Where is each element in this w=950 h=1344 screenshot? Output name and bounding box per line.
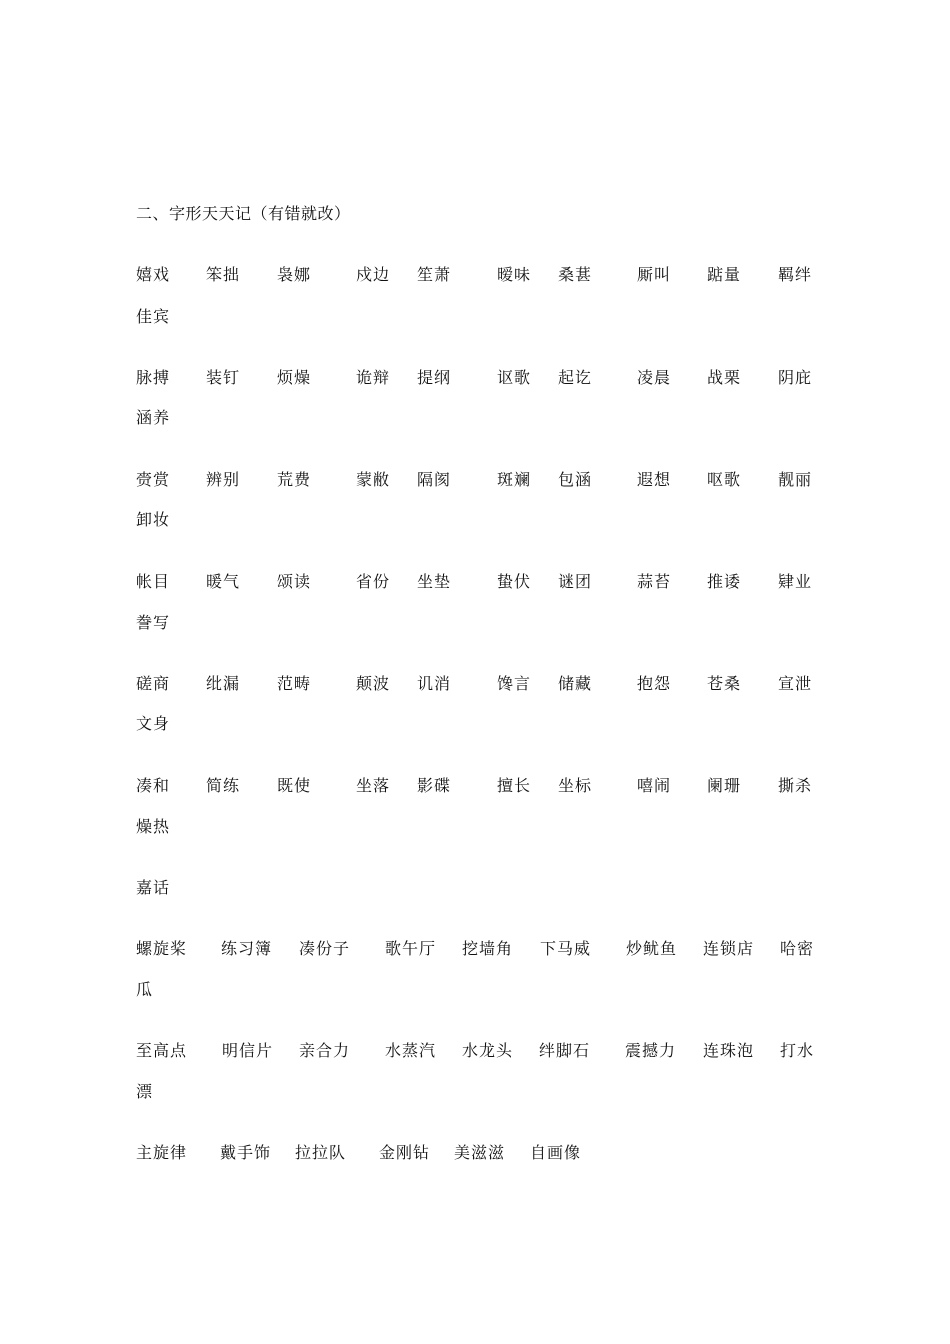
- word-row: [136, 773, 836, 795]
- word-item: 呕歌: [707, 470, 742, 489]
- word-item: 纰漏: [206, 674, 241, 693]
- word-item: 苍桑: [707, 674, 742, 693]
- word-item: 脉搏: [136, 368, 171, 387]
- word-item: 嬉戏: [136, 265, 171, 284]
- word-item: 战栗: [707, 368, 742, 387]
- word-item: 荒费: [277, 470, 312, 489]
- word-item: 文身: [136, 714, 171, 733]
- word-item: 辨别: [206, 470, 241, 489]
- word-item: 歌午厅: [385, 939, 437, 958]
- word-item: 提纲: [417, 368, 452, 387]
- word-row: [136, 467, 836, 489]
- word-row: [136, 875, 836, 897]
- word-item: 靓丽: [778, 470, 813, 489]
- word-item: 涵养: [136, 408, 171, 427]
- word-item: 哈密: [780, 939, 815, 958]
- word-item: 至高点: [136, 1041, 188, 1060]
- word-row: [136, 671, 836, 693]
- word-item: 金刚钻: [379, 1143, 431, 1162]
- word-item: 瓜: [136, 980, 154, 999]
- word-item: 凑份子: [299, 939, 351, 958]
- word-item: 螺旋桨: [136, 939, 188, 958]
- word-item: 连锁店: [703, 939, 755, 958]
- word-item: 馋言: [497, 674, 532, 693]
- word-item: 下马威: [540, 939, 592, 958]
- word-item: 阴庇: [778, 368, 813, 387]
- word-item: 暧味: [497, 265, 532, 284]
- word-item: 主旋律: [136, 1143, 188, 1162]
- word-item: 暖气: [206, 572, 241, 591]
- word-row-wrap: [136, 507, 836, 529]
- word-item: 卸妆: [136, 510, 171, 529]
- word-item: 蒙敝: [356, 470, 391, 489]
- word-item: 美滋滋: [454, 1143, 506, 1162]
- word-item: 水蒸汽: [385, 1041, 437, 1060]
- word-item: 简练: [206, 776, 241, 795]
- word-item: 凑和: [136, 776, 171, 795]
- word-item: 坐垫: [417, 572, 452, 591]
- word-item: 嘻闹: [637, 776, 672, 795]
- word-item: 坐落: [356, 776, 391, 795]
- section-title: 二、字形天天记（有错就改）: [136, 204, 351, 223]
- word-row-wrap: [136, 711, 836, 733]
- word-item: 誊写: [136, 613, 171, 632]
- word-item: 亲合力: [299, 1041, 351, 1060]
- word-item: 羁绊: [778, 265, 813, 284]
- word-item: 水龙头: [462, 1041, 514, 1060]
- word-item: 嘉话: [136, 878, 171, 897]
- word-item: 蒜苔: [637, 572, 672, 591]
- word-item: 自画像: [530, 1143, 582, 1162]
- word-item: 储藏: [558, 674, 593, 693]
- word-item: 隔阂: [417, 470, 452, 489]
- word-item: 明信片: [222, 1041, 274, 1060]
- word-item: 既使: [277, 776, 312, 795]
- word-row-wrap: [136, 405, 836, 427]
- word-item: 省份: [356, 572, 391, 591]
- word-item: 宣泄: [778, 674, 813, 693]
- word-item: 遐想: [637, 470, 672, 489]
- word-row-wrap: [136, 814, 836, 836]
- word-item: 坐标: [558, 776, 593, 795]
- word-item: 笙萧: [417, 265, 452, 284]
- word-item: 谜团: [558, 572, 593, 591]
- word-item: 拉拉队: [295, 1143, 347, 1162]
- word-item: 影碟: [417, 776, 452, 795]
- word-row-wrap: [136, 610, 836, 632]
- word-row: [136, 569, 836, 591]
- word-item: 练习簿: [221, 939, 273, 958]
- word-item: 斑斓: [497, 470, 532, 489]
- word-item: 推诿: [707, 572, 742, 591]
- word-row-wrap: [136, 977, 836, 999]
- word-item: 讥消: [417, 674, 452, 693]
- word-row: [136, 365, 836, 387]
- word-item: 踮量: [707, 265, 742, 284]
- word-row: [136, 1038, 836, 1060]
- word-row: [136, 936, 836, 958]
- word-item: 蛰伏: [497, 572, 532, 591]
- word-item: 挖墙角: [462, 939, 514, 958]
- word-row: [136, 262, 836, 284]
- word-item: 烦燥: [277, 368, 312, 387]
- word-item: 帐目: [136, 572, 171, 591]
- word-item: 颂读: [277, 572, 312, 591]
- word-item: 佳宾: [136, 307, 171, 326]
- word-item: 抱怨: [637, 674, 672, 693]
- word-item: 绊脚石: [539, 1041, 591, 1060]
- word-item: 炒鱿鱼: [626, 939, 678, 958]
- word-item: 戴手饰: [220, 1143, 272, 1162]
- word-item: 赍赏: [136, 470, 171, 489]
- word-row-wrap: [136, 304, 836, 326]
- word-item: 连珠泡: [703, 1041, 755, 1060]
- word-item: 范畴: [277, 674, 312, 693]
- word-item: 磋商: [136, 674, 171, 693]
- word-item: 装钉: [206, 368, 241, 387]
- word-item: 起讫: [558, 368, 593, 387]
- word-item: 戍边: [356, 265, 391, 284]
- word-item: 桑葚: [558, 265, 593, 284]
- word-item: 阑珊: [707, 776, 742, 795]
- word-row: [136, 1140, 836, 1162]
- word-item: 燥热: [136, 817, 171, 836]
- word-item: 笨拙: [206, 265, 241, 284]
- word-item: 撕杀: [778, 776, 813, 795]
- word-item: 打水: [780, 1041, 815, 1060]
- word-item: 厮叫: [637, 265, 672, 284]
- word-item: 颠波: [356, 674, 391, 693]
- word-item: 擅长: [497, 776, 532, 795]
- word-item: 讴歌: [497, 368, 532, 387]
- word-item: 包涵: [558, 470, 593, 489]
- word-item: 肄业: [778, 572, 813, 591]
- word-item: 袅娜: [277, 265, 312, 284]
- word-item: 震撼力: [625, 1041, 677, 1060]
- word-item: 凌晨: [637, 368, 672, 387]
- word-item: 诡辩: [356, 368, 391, 387]
- word-row-wrap: [136, 1079, 836, 1101]
- word-item: 漂: [136, 1082, 154, 1101]
